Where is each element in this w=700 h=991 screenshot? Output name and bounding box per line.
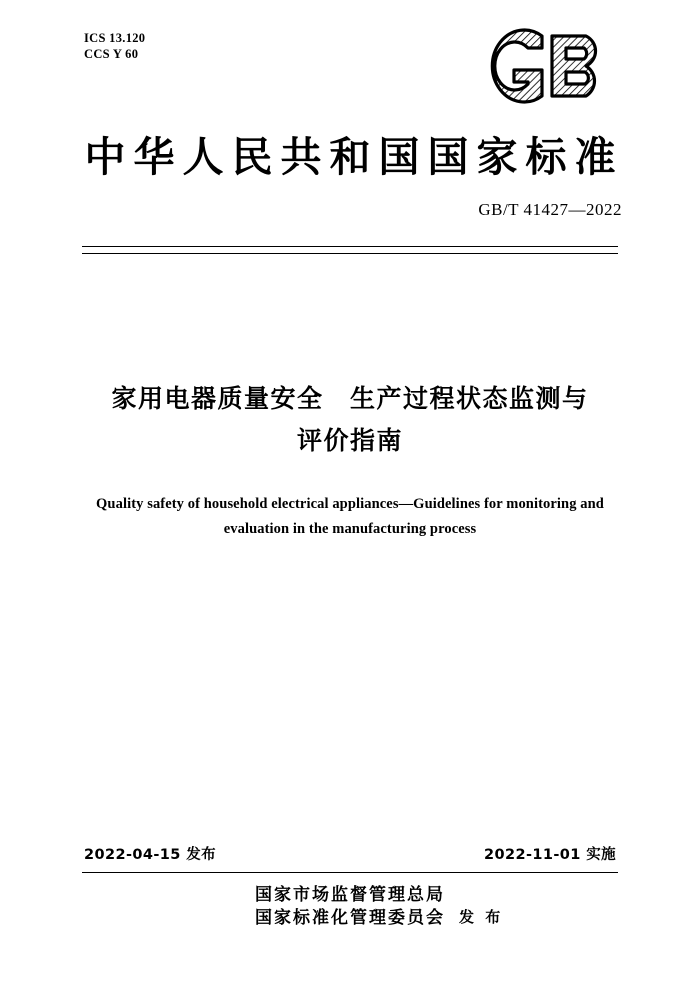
footer-dates (84, 843, 616, 865)
gb-emblem-icon (482, 26, 622, 106)
standard-number: GB/T 41427—2022 (478, 200, 622, 219)
issuing-organizations (0, 884, 700, 930)
document-title-english: Quality safety of household electrical appliances—Guidelines for monitoring and evaluation in the manufacturing process (96, 496, 604, 537)
title-cn-line-2: 评价指南 (296, 426, 403, 455)
issuer-line-1: 国家市场监督管理总局 (255, 885, 445, 905)
title-cn-line-1: 家用电器质量安全 生产过程状态监测与 (111, 384, 589, 413)
document-title-chinese (90, 378, 610, 462)
issuer-line-2: 国家标准化管理委员会 (255, 908, 445, 928)
issuer-block (255, 884, 504, 930)
header-divider-thin (82, 253, 618, 254)
footer-divider (82, 872, 618, 873)
ccs-code: CCS Y 60 (84, 47, 139, 61)
header-divider-thick (82, 246, 618, 247)
effective-date: 2022-11-01 实施 (484, 847, 616, 863)
issue-date: 2022-04-15 发布 (84, 847, 216, 863)
publish-label: 发 布 (459, 908, 504, 926)
classification-codes (84, 30, 145, 62)
national-standard-title: 中华人民共和国国家标准 (84, 133, 624, 181)
ics-code: ICS 13.120 (84, 31, 146, 45)
